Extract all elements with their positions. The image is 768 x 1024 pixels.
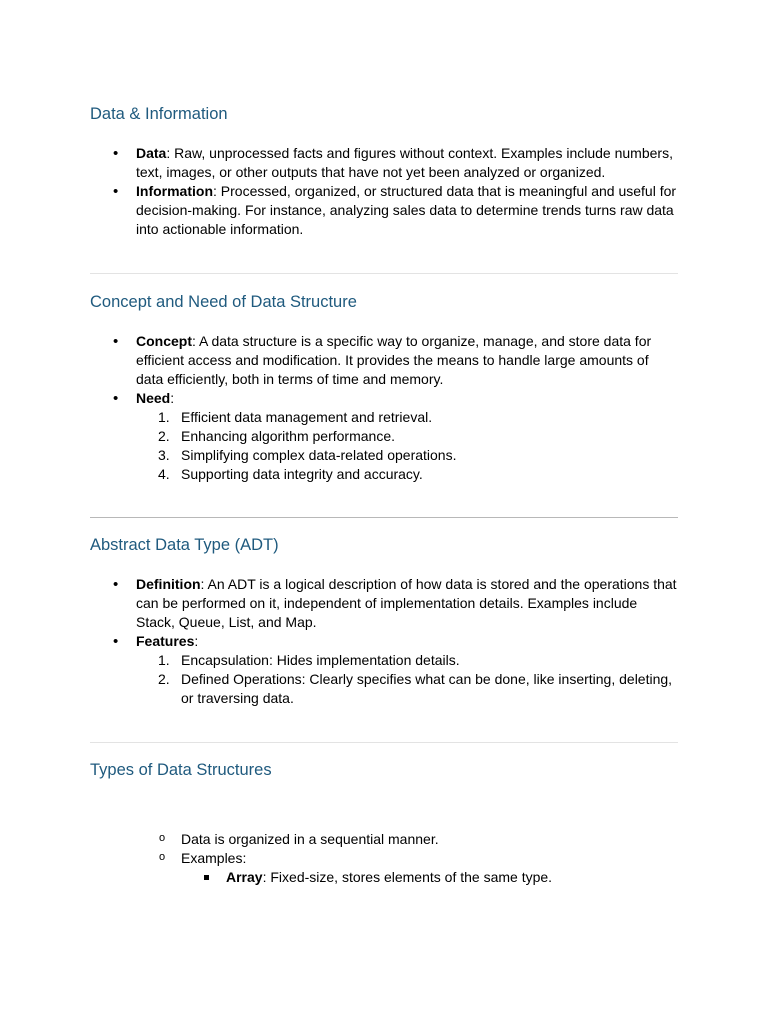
item-text: Defined Operations: Clearly specifies what can be done, like inserting, deleting, or traversing data. bbox=[181, 671, 673, 706]
list-item-definition bbox=[136, 575, 678, 632]
list-item bbox=[158, 670, 678, 708]
item-text: Simplifying complex data-related operations. bbox=[181, 447, 457, 463]
concept-need-list bbox=[90, 332, 678, 484]
list-item-concept bbox=[136, 332, 678, 389]
list-item bbox=[158, 427, 678, 446]
list-item-need bbox=[136, 389, 678, 484]
text-information: : Processed, organized, or structured data that is meaningful and useful for decision-making. For instance, analyzing sales data to determine trends turns raw data into actionable information. bbox=[136, 183, 677, 237]
item-text: Data is organized in a sequential manner. bbox=[181, 831, 439, 847]
item-number: 1. bbox=[158, 652, 170, 668]
examples-list bbox=[181, 868, 678, 887]
item-text: Supporting data integrity and accuracy. bbox=[181, 466, 423, 482]
list-item-array bbox=[226, 868, 678, 887]
list-item bbox=[181, 849, 678, 887]
item-text: Encapsulation: Hides implementation details. bbox=[181, 652, 460, 668]
text-concept: : A data structure is a specific way to organize, manage, and store data for efficient access and modification. It provides the means to handle large amounts of data efficiently, both in terms of time and memory. bbox=[136, 333, 652, 387]
term-array: Array bbox=[226, 869, 263, 885]
section-title-data-information: Data & Information bbox=[90, 105, 228, 123]
item-number: 4. bbox=[158, 466, 170, 482]
list-item bbox=[158, 408, 678, 427]
adt-list bbox=[90, 575, 678, 708]
text-array: : Fixed-size, stores elements of the same type. bbox=[262, 869, 553, 885]
features-numbered-list bbox=[136, 651, 678, 708]
text-data: : Raw, unprocessed facts and figures without context. Examples include numbers, text, images, or other outputs that have not yet been analyzed or organized. bbox=[136, 145, 673, 180]
section-divider bbox=[90, 273, 678, 274]
section-data-information bbox=[90, 100, 678, 239]
section-concept-need bbox=[90, 288, 678, 484]
types-list bbox=[90, 830, 678, 887]
list-item bbox=[181, 830, 678, 849]
item-text: Enhancing algorithm performance. bbox=[181, 428, 396, 444]
item-number: 2. bbox=[158, 428, 170, 444]
term-data: Data bbox=[136, 145, 167, 161]
section-divider bbox=[90, 742, 678, 743]
item-text: Examples: bbox=[181, 850, 247, 866]
term-need: Need bbox=[136, 390, 171, 406]
list-item bbox=[158, 651, 678, 670]
term-information: Information bbox=[136, 183, 213, 199]
term-definition: Definition bbox=[136, 576, 201, 592]
item-text: Efficient data management and retrieval. bbox=[181, 409, 433, 425]
text-need: : bbox=[170, 390, 175, 406]
list-item bbox=[158, 446, 678, 465]
list-item-features bbox=[136, 632, 678, 708]
section-title-concept-need: Concept and Need of Data Structure bbox=[90, 293, 357, 311]
item-number: 1. bbox=[158, 409, 170, 425]
need-numbered-list bbox=[136, 408, 678, 484]
section-divider bbox=[90, 517, 678, 518]
item-number: 3. bbox=[158, 447, 170, 463]
data-information-list bbox=[90, 144, 678, 239]
term-features: Features bbox=[136, 633, 195, 649]
list-item-information bbox=[136, 182, 678, 239]
section-title-types: Types of Data Structures bbox=[90, 761, 272, 779]
text-features: : bbox=[194, 633, 199, 649]
term-concept: Concept bbox=[136, 333, 192, 349]
section-adt bbox=[90, 531, 678, 708]
text-definition: : An ADT is a logical description of how data is stored and the operations that can be performed on it, independent of implementation details. Examples include Stack, Queue, List, and Map. bbox=[136, 576, 677, 630]
section-title-adt: Abstract Data Type (ADT) bbox=[90, 536, 279, 554]
list-item bbox=[158, 465, 678, 484]
item-number: 2. bbox=[158, 671, 170, 687]
list-item-data bbox=[136, 144, 678, 182]
document-content bbox=[90, 100, 678, 887]
section-types bbox=[90, 756, 678, 887]
